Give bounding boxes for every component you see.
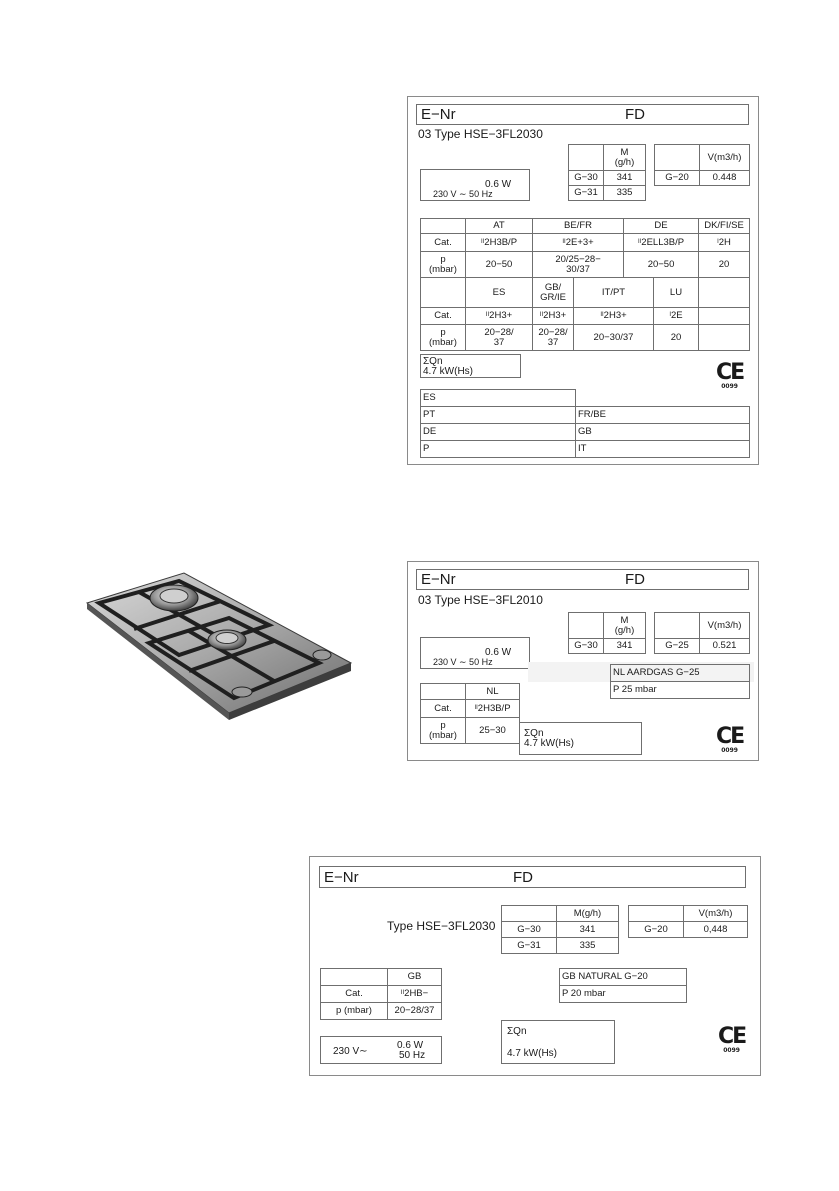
lang-cell: GB	[576, 424, 750, 441]
country: ES	[466, 278, 533, 308]
cat-cell: $^{II}$2ELL3B/P	[624, 234, 699, 252]
v-gas: G−20	[629, 922, 684, 938]
p-cell: 25−30	[466, 718, 520, 744]
v-gas: G−20	[655, 171, 700, 186]
p-cell: 20−28/ 37	[533, 325, 574, 351]
gas-hob-illustration	[79, 563, 359, 720]
sigma-box	[420, 354, 521, 378]
power-box	[320, 1036, 442, 1064]
sigma-label: ΣQn	[524, 728, 544, 739]
ce-mark: CE 0099	[716, 360, 744, 390]
rating-plate-2	[407, 561, 759, 761]
volume-flow-table	[654, 144, 750, 186]
power-box	[420, 637, 530, 669]
type-line: Type HSE−3FL2030	[387, 919, 496, 933]
country-table	[420, 683, 520, 744]
mass-flow-table	[501, 905, 619, 954]
gas-pressure: P 25 mbar	[611, 682, 750, 699]
type-line: 03 Type HSE−3FL2030	[418, 127, 543, 141]
v-val: 0,448	[684, 922, 748, 938]
m-val-2: 335	[604, 186, 646, 201]
cat-cell: $^{II}$2HB−	[388, 986, 442, 1003]
sigma-label: ΣQn	[423, 356, 443, 367]
p-cell: 20	[654, 325, 699, 351]
p-cell: 20/25−28− 30/37	[533, 252, 624, 278]
m-val: 341	[604, 639, 646, 654]
enr-label: E−Nr	[324, 869, 359, 886]
m-gas-2: G−31	[569, 186, 604, 201]
v-header: V(m3/h)	[700, 145, 750, 171]
mass-flow-table	[568, 144, 646, 201]
enr-field	[416, 569, 749, 590]
lang-cell	[576, 390, 750, 407]
cat-label: Cat.	[321, 986, 388, 1003]
power-box	[420, 169, 530, 201]
language-table	[420, 389, 750, 458]
p-cell: 20	[699, 252, 750, 278]
p-label: p (mbar)	[421, 325, 466, 351]
cat-label: Cat.	[421, 308, 466, 325]
cooktop-image	[79, 563, 359, 720]
lang-cell: IT	[576, 441, 750, 458]
country: GB	[388, 969, 442, 986]
cat-label: Cat.	[421, 700, 466, 718]
p-cell: 20−50	[466, 252, 533, 278]
sigma-value: 4.7 kW(Hs)	[524, 738, 574, 749]
cat-cell: $^I$2E	[654, 308, 699, 325]
m-header: M(g/h)	[557, 906, 619, 922]
voltage: 230 V∼	[333, 1046, 368, 1057]
m-gas-1: G−30	[569, 171, 604, 186]
country: DE	[624, 219, 699, 234]
frequency: 50 Hz	[399, 1050, 426, 1061]
cat-cell: $^{II}$2H3+	[533, 308, 574, 325]
voltage: 230 V ∼ 50 Hz	[433, 657, 493, 667]
sigma-value: 4.7 kW(Hs)	[423, 366, 473, 377]
lang-cell: DE	[421, 424, 576, 441]
cat-label: Cat.	[421, 234, 466, 252]
country-table	[320, 968, 442, 1020]
sigma-label: ΣQn	[507, 1026, 527, 1037]
m-gas-2: G−31	[502, 938, 557, 954]
cat-cell: $^{II}$2H3B/P	[466, 234, 533, 252]
enr-field	[319, 866, 746, 888]
lang-cell: FR/BE	[576, 407, 750, 424]
power-w: 0.6 W	[485, 179, 512, 190]
country: DK/FI/SE	[699, 219, 750, 234]
p-cell: 20−50	[624, 252, 699, 278]
cat-cell: $^I$2H	[699, 234, 750, 252]
cat-cell: $^{II}$2E+3+	[533, 234, 624, 252]
mass-flow-table	[568, 612, 646, 654]
ce-mark: CE 0099	[718, 1024, 746, 1054]
cat-cell: $^{II}$2H3+	[574, 308, 654, 325]
country: AT	[466, 219, 533, 234]
power-w: 0.6 W	[485, 647, 512, 658]
enr-label: E−Nr	[421, 106, 456, 123]
v-gas: G−25	[655, 639, 700, 654]
p-label: p (mbar)	[421, 718, 466, 744]
type-line: 03 Type HSE−3FL2010	[418, 593, 543, 607]
m-header: M (g/h)	[604, 613, 646, 639]
country: IT/PT	[574, 278, 654, 308]
m-val-1: 341	[604, 171, 646, 186]
v-val: 0.448	[700, 171, 750, 186]
lang-cell: ES	[421, 390, 576, 407]
v-header: V(m3/h)	[684, 906, 748, 922]
enr-field	[416, 104, 749, 125]
country: BE/FR	[533, 219, 624, 234]
m-gas-1: G−30	[502, 922, 557, 938]
country: GB/ GR/IE	[533, 278, 574, 308]
country: LU	[654, 278, 699, 308]
p-label: p (mbar)	[321, 1003, 388, 1020]
m-gas: G−30	[569, 639, 604, 654]
p-cell: 20−28/37	[388, 1003, 442, 1020]
lang-cell: P	[421, 441, 576, 458]
gas-info-table	[559, 968, 687, 1003]
fd-label: FD	[513, 869, 533, 886]
p-cell: 20−28/ 37	[466, 325, 533, 351]
cat-cell: $^{II}$2H3+	[466, 308, 533, 325]
gas-info-table	[610, 664, 750, 699]
fd-label: FD	[625, 571, 645, 588]
cat-cell: $^{II}$2H3B/P	[466, 700, 520, 718]
volume-flow-table	[654, 612, 750, 654]
v-header: V(m3/h)	[700, 613, 750, 639]
power-w: 0.6 W	[397, 1040, 424, 1051]
country: NL	[466, 684, 520, 700]
sigma-value: 4.7 kW(Hs)	[507, 1048, 557, 1059]
m-val-2: 335	[557, 938, 619, 954]
sigma-box	[501, 1020, 615, 1064]
m-header: M (g/h)	[604, 145, 646, 171]
v-val: 0.521	[700, 639, 750, 654]
m-val-1: 341	[557, 922, 619, 938]
sigma-box	[519, 722, 642, 755]
gas-type: GB NATURAL G−20	[560, 969, 687, 986]
p-cell: 20−30/37	[574, 325, 654, 351]
ce-mark: CE 0099	[716, 724, 744, 754]
voltage: 230 V ∼ 50 Hz	[433, 189, 493, 199]
p-label: p (mbar)	[421, 252, 466, 278]
country-table	[420, 218, 750, 351]
lang-cell: PT	[421, 407, 576, 424]
volume-flow-table	[628, 905, 748, 938]
fd-label: FD	[625, 106, 645, 123]
rating-plate-3	[309, 856, 761, 1076]
enr-label: E−Nr	[421, 571, 456, 588]
gas-type: NL AARDGAS G−25	[611, 665, 750, 682]
rating-plate-1	[407, 96, 759, 465]
gas-pressure: P 20 mbar	[560, 986, 687, 1003]
